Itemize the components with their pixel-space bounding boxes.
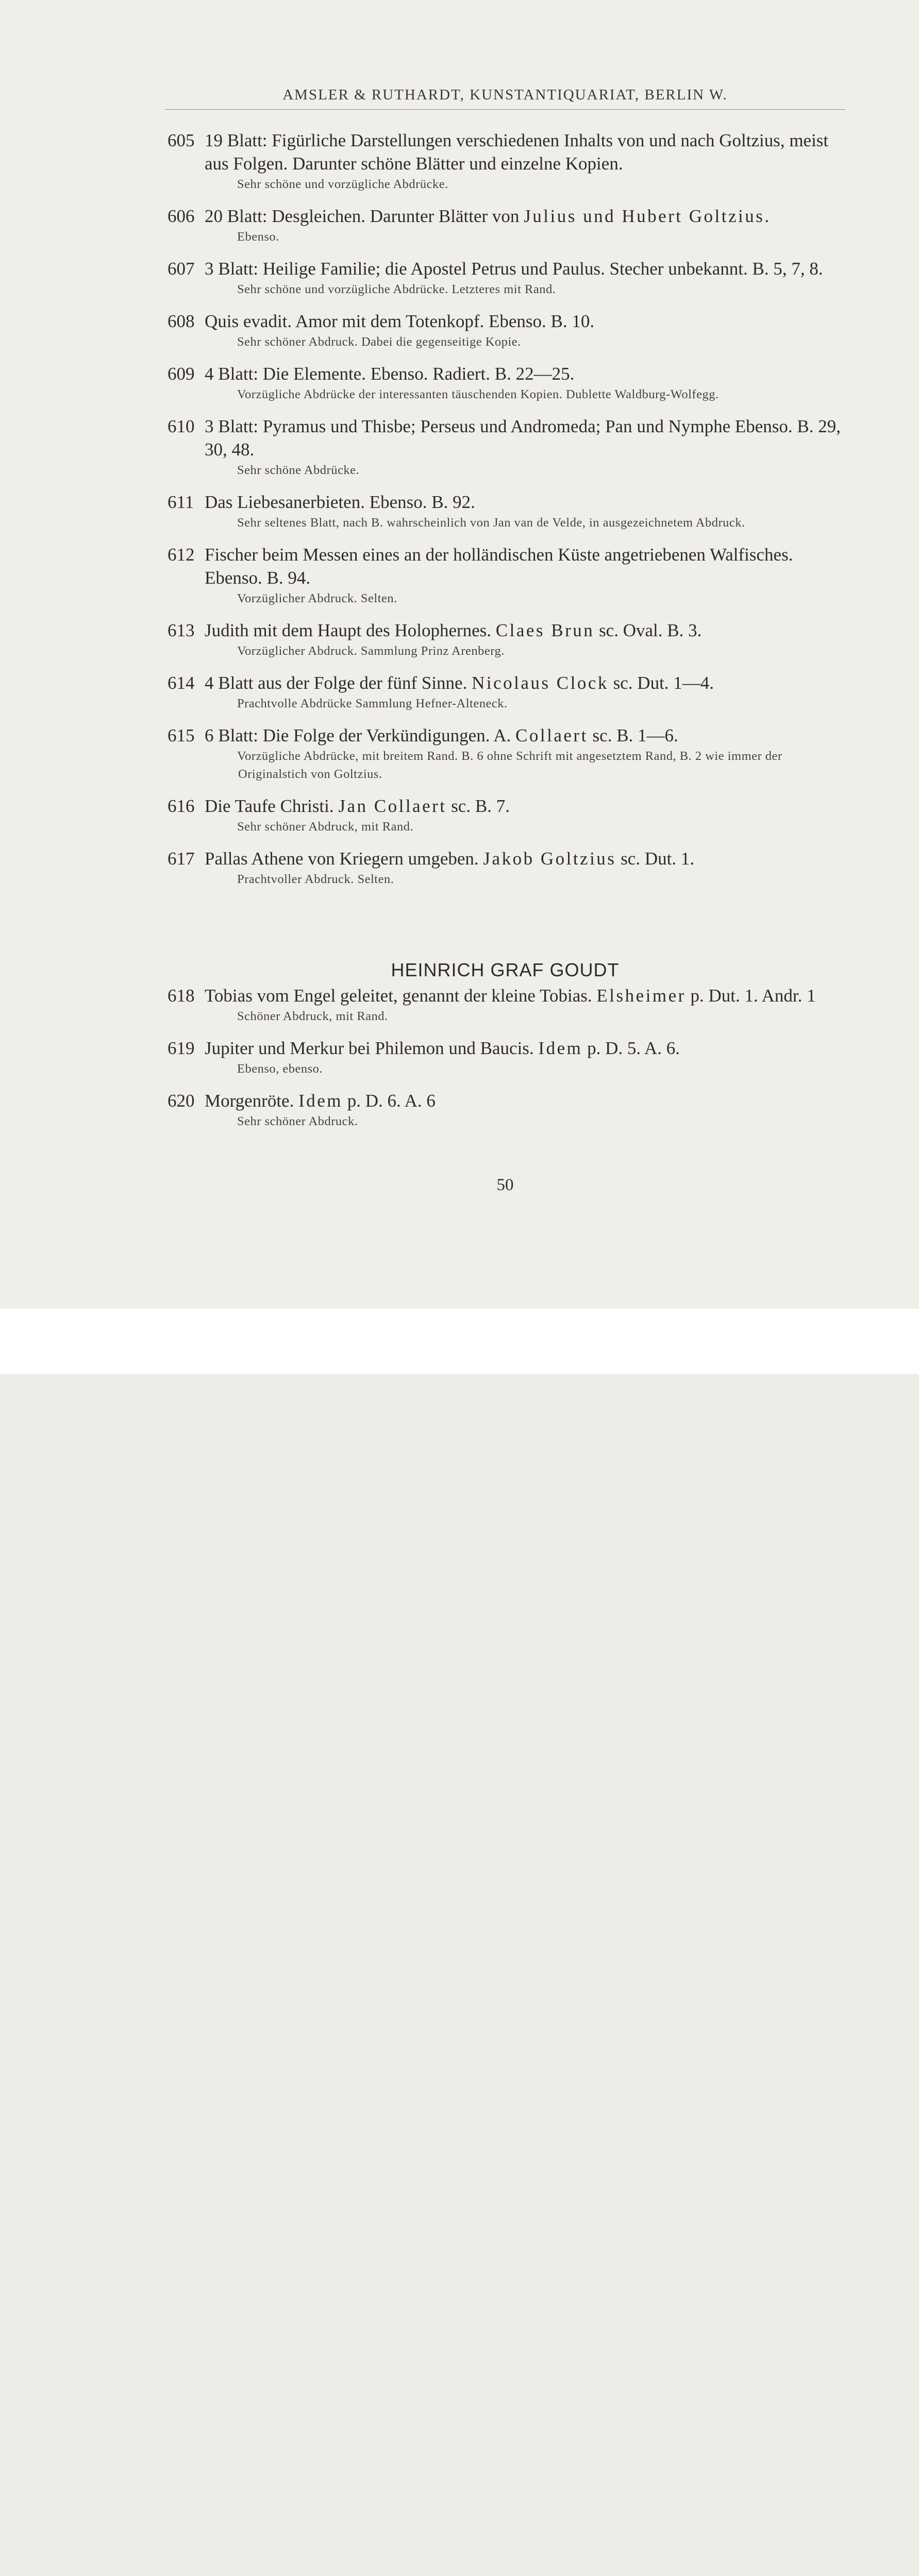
entry-number: 608: [168, 311, 195, 331]
entry-note: Sehr schöne und vorzügliche Abdrücke.: [237, 177, 448, 191]
artist-name: Elsheimer: [596, 986, 686, 1006]
entry-note: Prachtvolle Abdrücke Sammlung Hefner-Alteneck.: [237, 697, 508, 710]
entry-text: Das Liebesanerbieten. Ebenso. B. 92.: [205, 492, 475, 512]
artist-name: Julius und Hubert Goltzius.: [524, 206, 771, 226]
entry-number: 615: [168, 725, 195, 745]
entry-number: 606: [168, 206, 195, 226]
artist-name: Nicolaus Clock: [472, 673, 609, 693]
header-rule: [165, 109, 845, 110]
entry-text: Morgenröte.: [205, 1091, 299, 1111]
entry-note: Prachtvoller Abdruck. Selten.: [237, 872, 394, 886]
catalog-entry: [168, 847, 853, 888]
catalog-entry: [168, 619, 853, 660]
entry-text-tail: p. D. 5. A. 6.: [582, 1038, 680, 1058]
catalog-entry: [168, 794, 853, 836]
catalog-entry: [168, 415, 853, 479]
artist-name: Idem: [298, 1091, 343, 1111]
entry-text-tail: sc. Dut. 1.: [616, 849, 695, 869]
entry-text: Fischer beim Messen eines an der holländischen Küste angetriebenen Walfisches. Ebenso. B. 94.: [205, 545, 793, 588]
entry-note: Sehr seltenes Blatt, nach B. wahrscheinlich von Jan van de Velde, in ausgezeichnetem Abdruck.: [237, 516, 745, 530]
artist-name: Idem: [538, 1038, 583, 1058]
catalog-entry: [168, 257, 853, 298]
entry-note: Sehr schöne Abdrücke.: [237, 463, 360, 477]
entry-text-tail: p. D. 6. A. 6: [343, 1091, 436, 1111]
entry-text-tail: sc. B. 7.: [446, 796, 510, 816]
entry-note: Vorzüglicher Abdruck. Selten.: [237, 591, 397, 605]
entry-text: 4 Blatt aus der Folge der fünf Sinne.: [205, 673, 472, 693]
entry-text: 4 Blatt: Die Elemente. Ebenso. Radiert. B. 22—25.: [205, 364, 575, 384]
catalog-entry: [168, 362, 853, 403]
entry-number: 613: [168, 620, 195, 640]
catalog-entry: [168, 129, 853, 193]
entry-text: 3 Blatt: Heilige Familie; die Apostel Petrus und Paulus. Stecher unbekannt. B. 5, 7, 8.: [205, 259, 823, 279]
entry-number: 618: [168, 986, 195, 1006]
entry-text-tail: sc. Oval. B. 3.: [594, 620, 702, 640]
running-head: AMSLER & RUTHARDT, KUNSTANTIQUARIAT, BERLIN W.: [282, 87, 728, 103]
entry-note: Ebenso, ebenso.: [237, 1062, 323, 1076]
entry-text: Pallas Athene von Kriegern umgeben.: [205, 849, 483, 869]
entry-number: 616: [168, 796, 195, 816]
catalog-entries-goudt: [168, 984, 853, 1142]
digitization-footer: [0, 1309, 919, 1374]
entry-note: Schöner Abdruck, mit Rand.: [237, 1009, 388, 1023]
entry-text: Die Taufe Christi.: [205, 796, 339, 816]
entry-text: 3 Blatt: Pyramus und Thisbe; Perseus und Andromeda; Pan und Nymphe Ebenso. B. 29, 30, 48.: [205, 416, 841, 460]
catalog-entry: [168, 310, 853, 351]
entry-text-tail: p. Dut. 1. Andr. 1: [686, 986, 816, 1006]
entry-number: 620: [168, 1091, 195, 1111]
entry-number: 611: [168, 492, 194, 512]
entry-number: 610: [168, 416, 195, 436]
catalog-entries: [168, 129, 853, 900]
catalog-entry: [168, 984, 853, 1025]
artist-name: Collaert: [515, 725, 588, 745]
entry-note: Ebenso.: [237, 230, 279, 244]
catalog-entry: [168, 1089, 853, 1130]
entry-text: Tobias vom Engel geleitet, genannt der kleine Tobias.: [205, 986, 597, 1006]
entry-number: 607: [168, 259, 195, 279]
entry-note: Sehr schöner Abdruck. Dabei die gegenseitige Kopie.: [237, 335, 521, 349]
entry-number: 617: [168, 849, 195, 869]
entry-number: 605: [168, 130, 195, 150]
catalog-entry: [168, 205, 853, 246]
entry-note: Vorzüglicher Abdruck. Sammlung Prinz Arenberg.: [237, 644, 505, 658]
section-heading: HEINRICH GRAF GOUDT: [391, 959, 620, 980]
entry-number: 614: [168, 673, 195, 693]
entry-note: Sehr schöner Abdruck.: [237, 1114, 358, 1128]
entry-text: 19 Blatt: Figürliche Darstellungen verschiedenen Inhalts von und nach Goltzius, meist aus Folgen. Darunter schöne Blätter und einzelne Kopien.: [205, 130, 829, 174]
catalog-entry: [168, 724, 853, 783]
artist-name: Claes Brun: [495, 620, 595, 640]
catalog-entry: [168, 543, 853, 607]
entry-text: Judith mit dem Haupt des Holophernes.: [205, 620, 496, 640]
entry-number: 619: [168, 1038, 195, 1058]
entry-note: Sehr schöne und vorzügliche Abdrücke. Letzteres mit Rand.: [237, 282, 556, 296]
entry-number: 612: [168, 545, 195, 565]
entry-note: Sehr schöner Abdruck, mit Rand.: [237, 820, 414, 834]
entry-number: 609: [168, 364, 195, 384]
entry-text-tail: sc. Dut. 1—4.: [608, 673, 714, 693]
entry-text: Jupiter und Merkur bei Philemon und Baucis.: [205, 1038, 539, 1058]
catalog-entry: [168, 490, 853, 532]
artist-name: Jakob Goltzius: [483, 849, 616, 869]
entry-text: 20 Blatt: Desgleichen. Darunter Blätter von: [205, 206, 524, 226]
page-number: 50: [496, 1176, 514, 1194]
catalog-entry: [168, 1037, 853, 1078]
entry-note: Vorzügliche Abdrücke der interessanten täuschenden Kopien. Dublette Waldburg-Wolfegg.: [237, 387, 719, 401]
artist-name: Jan Collaert: [338, 796, 447, 816]
entry-text-tail: sc. B. 1—6.: [588, 725, 678, 745]
entry-note: Vorzügliche Abdrücke, mit breitem Rand. B. 6 ohne Schrift mit angesetztem Rand, B. 2 wie immer der Originalstich von Goltzius.: [237, 749, 782, 781]
catalog-entry: [168, 671, 853, 713]
entry-text: Quis evadit. Amor mit dem Totenkopf. Ebenso. B. 10.: [205, 311, 595, 331]
entry-text: 6 Blatt: Die Folge der Verkündigungen. A.: [205, 725, 516, 745]
